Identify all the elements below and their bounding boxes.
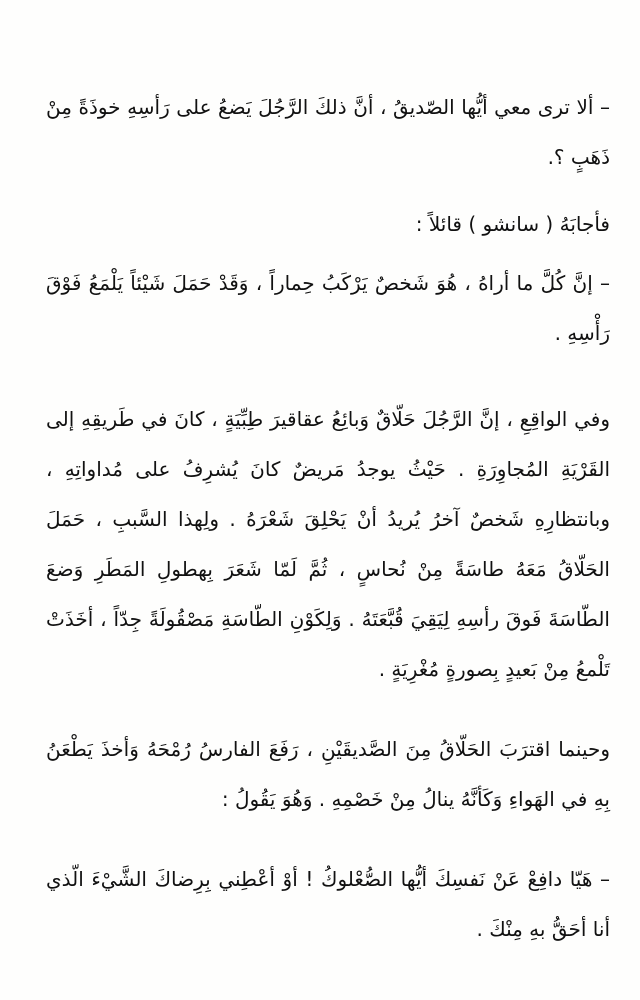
paragraph-sancho-reply: – إنَّ كُلَّ ما أراهُ ، هُوَ شَخصٌ يَرْكَبُ حِماراً ، وَقَدْ حَمَلَ شَيْئاً يَلْمَعُ فَوْقَ رَأْسِهِ .	[46, 271, 610, 345]
paragraph-knight-challenge: – هَيّا دافِعْ عَنْ نَفسِكَ أيُّها الصُّعْلوكُ ! أوْ أعْطِني بِرِضاكَ الشَّيْءَ الّذي أنا أحَقُّ بهِ مِنْكَ .	[46, 867, 610, 941]
paragraph-knight-charges: وحينما اقترَبَ الحَلّاقُ مِنَ الصَّديقَيْنِ ، رَفَعَ الفارسُ رُمْحَهُ وَأخذَ يَطْعَنُ بِهِ في الهَواءِ وَكَأنَّهُ ينالُ مِنْ خَصْمِهِ . وَهُوَ يَقُولُ :	[46, 737, 610, 811]
paragraph-knight-question: – ألا ترى معي أيُّها الصّديقُ ، أنَّ ذلكَ الرَّجُلَ يَضعُ على رَأسِهِ خوذَةً مِنْ ذَهَبٍ ؟.	[46, 95, 610, 169]
paragraph-sancho-reply-intro: فأجابَهُ ( سانشو ) قائلاً :	[415, 212, 610, 236]
paragraph-barber-explanation: وفي الواقِعِ ، إنَّ الرَّجُلَ حَلّاقٌ وَبائِعُ عقاقيرَ طِبِّيَةٍ ، كانَ في طَريقِهِ إلى القَرْيَةِ المُجاوِرَةِ . حَيْثُ يوجدُ مَريضٌ كانَ يُشرِفُ على مُداواتِهِ ، وبانتظارِهِ شَخصٌ آخرُ يُريدُ أنْ يَحْلِقَ شَعْرَهُ . ولِهذا السَّببِ ، حَمَلَ الحَلّاقُ مَعَهُ طاسَةً مِنْ نُحاسٍ ، ثُمَّ لَمّا شَعَرَ بِهطولِ المَطَرِ وَضعَ الطّاسَةَ فَوقَ رأسِهِ لِيَقِيَ قُبَّعَتَهُ . وَلِكَوْنِ الطّاسَةِ مَصْقُولَةً جِدّاً ، أخَذَتْ تَلْمعُ مِنْ بَعيدٍ بِصورةٍ مُغْرِيَةٍ .	[46, 407, 610, 681]
